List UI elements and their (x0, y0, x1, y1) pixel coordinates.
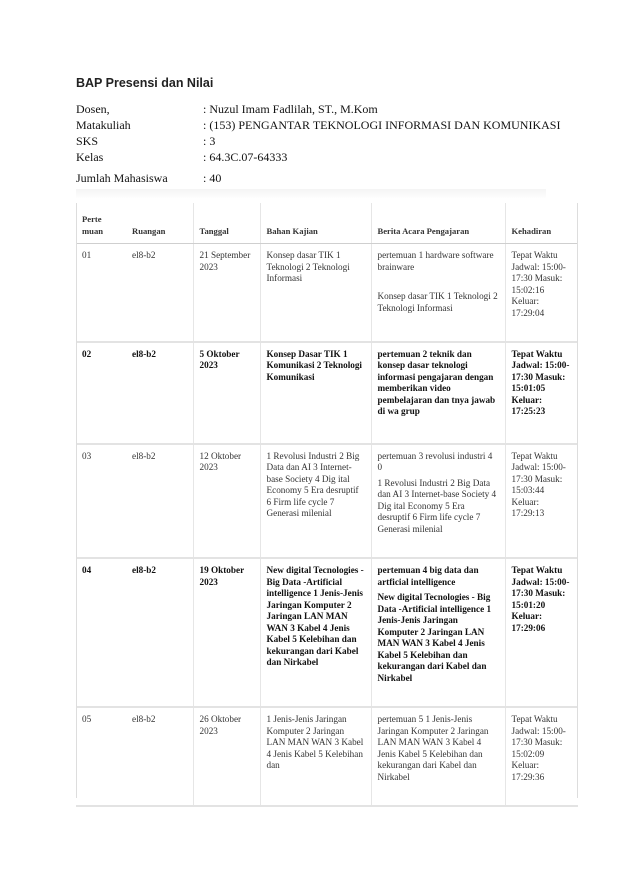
cell-ruang: el8-b2 (126, 558, 193, 707)
header-pertemuan: Perte muan (76, 203, 126, 244)
cell-bahan: Konsep Dasar TIK 1 Komunikasi 2 Teknologi Komunikasi (260, 342, 371, 444)
cell-ruang: el8-b2 (126, 244, 193, 342)
info-row-matakuliah (76, 117, 596, 133)
table-row (76, 707, 578, 806)
info-value: : Nuzul Imam Fadlilah, ST., M.Kom (203, 102, 378, 116)
cell-no: 02 (76, 342, 126, 444)
document-title: BAP Presensi dan Nilai (76, 76, 214, 90)
cell-berita (371, 444, 505, 559)
table-border-left (76, 203, 77, 798)
cell-tanggal: 19 Oktober 2023 (193, 558, 260, 707)
berita-line: pertemuan 2 teknik dan konsep dasar teknologi informasi pengajaran dengan memberikan video pembelajaran dan tnya jawab di wa grup (377, 348, 496, 416)
table-header-row (76, 203, 578, 244)
info-value: : 40 (203, 171, 222, 185)
cell-kehadiran: Tepat Waktu Jadwal: 15:00-17:30 Masuk: 15:03:44 Keluar: 17:29:13 (505, 444, 578, 559)
cell-bahan: 1 Jenis-Jenis Jaringan Komputer 2 Jaringan LAN MAN WAN 3 Kabel 4 Jenis Kabel 5 Kelebihan dan (260, 707, 371, 806)
info-label: Matakuliah (76, 118, 131, 132)
header-bahan: Bahan Kajian (260, 203, 371, 244)
table-border-right (577, 203, 578, 798)
info-label: SKS (76, 134, 99, 148)
berita-line: pertemuan 3 revolusi industri 4 0 (377, 450, 493, 472)
cell-berita (371, 342, 505, 444)
info-row-dosen (76, 101, 596, 117)
info-row-jumlah (76, 170, 596, 186)
table-row (76, 342, 578, 444)
cell-no: 03 (76, 444, 126, 559)
divider (76, 189, 546, 199)
cell-no: 05 (76, 707, 126, 806)
cell-kehadiran: Tepat Waktu Jadwal: 15:00-17:30 Masuk: 15:01:05 Keluar: 17:25:23 (505, 342, 578, 444)
berita-line: pertemuan 5 1 Jenis-Jenis Jaringan Komputer 2 Jaringan LAN MAN WAN 3 Kabel 4 Jenis Kabel 5 Kelebihan dan kekurangan dari Kabel dan Nirkabel (377, 714, 489, 782)
info-value: : 64.3C.07-64333 (203, 150, 288, 164)
cell-bahan: New digital Tecnologies - Big Data -Artificial intelligence 1 Jenis-Jenis Jaringan Komputer 2 Jaringan LAN MAN WAN 3 Kabel 4 Jenis Kabel 5 Kelebihan dan kekurangan dari Kabel dan Nirkabel (260, 558, 371, 707)
header-kehadiran: Kehadiran (505, 203, 578, 244)
cell-ruang: el8-b2 (126, 444, 193, 559)
cell-no: 04 (76, 558, 126, 707)
cell-kehadiran: Tepat Waktu Jadwal: 15:00-17:30 Masuk: 15:02:09 Keluar: 17:29:36 (505, 707, 578, 806)
info-value: : (153) PENGANTAR TEKNOLOGI INFORMASI DAN KOMUNIKASI (203, 118, 561, 132)
cell-kehadiran: Tepat Waktu Jadwal: 15:00-17:30 Masuk: 15:02:16 Keluar: 17:29:04 (505, 244, 578, 342)
cell-ruang: el8-b2 (126, 707, 193, 806)
header-ruangan: Ruangan (126, 203, 193, 244)
cell-berita (371, 558, 505, 707)
cell-no: 01 (76, 244, 126, 342)
info-label: Jumlah Mahasiswa (76, 171, 168, 185)
info-row-sks (76, 133, 596, 149)
info-label: Kelas (76, 150, 104, 164)
info-row-kelas (76, 149, 596, 165)
info-value: : 3 (203, 134, 216, 148)
cell-tanggal: 5 Oktober 2023 (193, 342, 260, 444)
cell-tanggal: 12 Oktober 2023 (193, 444, 260, 559)
cell-tanggal: 21 September 2023 (193, 244, 260, 342)
berita-line: pertemuan 4 big data dan artficial intelligence (377, 565, 479, 587)
header-berita: Berita Acara Pengajaran (371, 203, 505, 244)
course-info (76, 101, 596, 186)
table-row (76, 244, 578, 342)
cell-berita (371, 244, 505, 342)
table-row (76, 444, 578, 559)
cell-ruang: el8-b2 (126, 342, 193, 444)
berita-line: 1 Revolusi Industri 2 Big Data dan AI 3 Internet-base Society 4 Dig ital Economy 5 Era desruptif 6 Firm life cycle 7 Generasi milenial (377, 477, 497, 534)
header-tanggal: Tanggal (193, 203, 260, 244)
cell-tanggal: 26 Oktober 2023 (193, 707, 260, 806)
cell-bahan: 1 Revolusi Industri 2 Big Data dan AI 3 Internet-base Society 4 Dig ital Economy 5 Era desruptif 6 Firm life cycle 7 Generasi milenial (260, 444, 371, 559)
berita-line: pertemuan 1 hardware software brainware (377, 250, 494, 272)
berita-line: Konsep dasar TIK 1 Teknologi 2 Teknologi Informasi (377, 291, 498, 313)
attendance-table (76, 203, 578, 807)
berita-line: New digital Tecnologies - Big Data -Artificial intelligence 1 Jenis-Jenis Jaringan Komputer 2 Jaringan LAN MAN WAN 3 Kabel 4 Jenis Kabel 5 Kelebihan dan kekurangan dari Kabel dan Nirkabel (377, 592, 492, 683)
cell-bahan: Konsep dasar TIK 1 Teknologi 2 Teknologi Informasi (260, 244, 371, 342)
cell-kehadiran: Tepat Waktu Jadwal: 15:00-17:30 Masuk: 15:01:20 Keluar: 17:29:06 (505, 558, 578, 707)
cell-berita (371, 707, 505, 806)
info-label: Dosen, (76, 102, 110, 116)
table-row (76, 558, 578, 707)
